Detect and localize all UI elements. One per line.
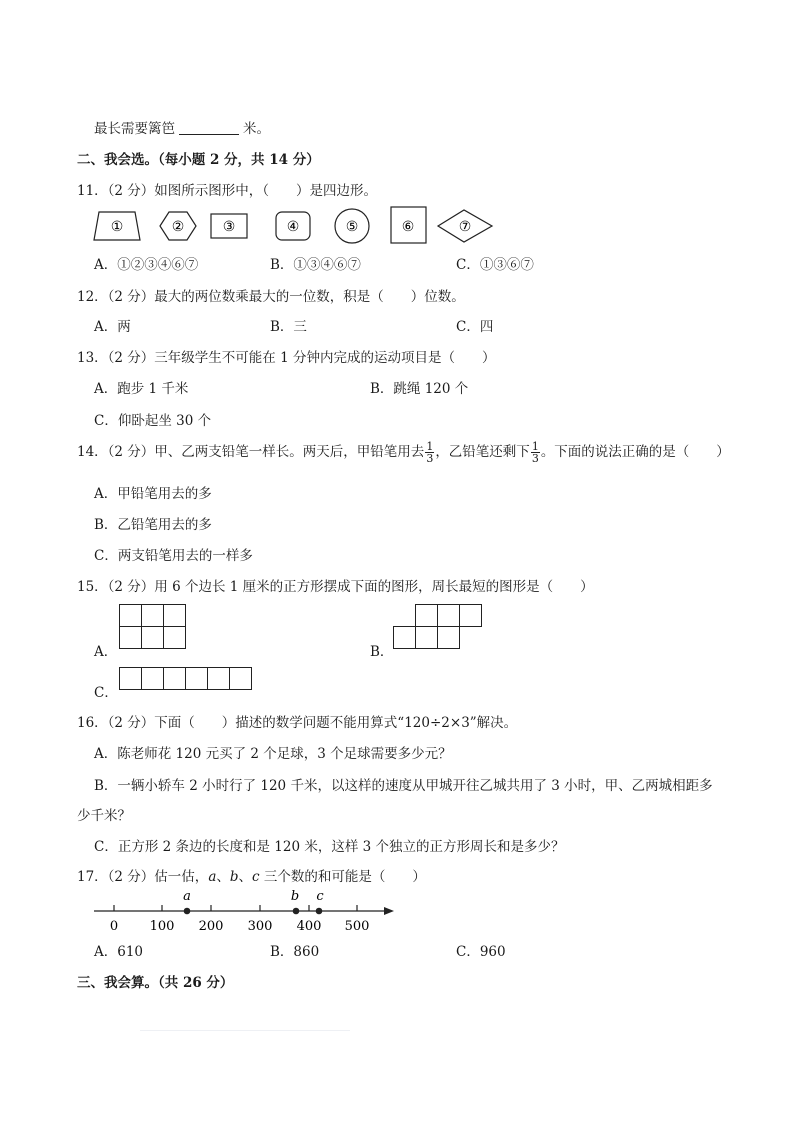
fence-unit: 米。 bbox=[243, 121, 270, 137]
q14-stem-part1: 14．（2 分）甲、乙两支铅笔一样长。两天后，甲铅笔用去 bbox=[77, 444, 425, 460]
q14-stem-part2: ，乙铅笔还剩下 bbox=[435, 444, 530, 460]
q12-stem: 12．（2 分）最大的两位数乘最大的一位数，积是（ ）位数。 bbox=[77, 289, 465, 305]
shape-label-1: ① bbox=[110, 219, 124, 235]
q11-option-a[interactable]: A．①②③④⑥⑦ bbox=[94, 257, 199, 273]
divider bbox=[140, 1030, 350, 1031]
q11-stem: 11．（2 分）如图所示图形中，（ ）是四边形。 bbox=[77, 183, 378, 199]
point-b bbox=[293, 908, 300, 915]
q12-option-c[interactable]: C．四 bbox=[456, 319, 494, 335]
point-c bbox=[316, 908, 323, 915]
q17-option-a[interactable]: A．610 bbox=[94, 944, 144, 960]
section2-title: 二、我会选。（每小题 2 分，共 14 分） bbox=[77, 152, 320, 168]
tick-200: 200 bbox=[198, 919, 224, 934]
q13-option-c[interactable]: C．仰卧起坐 30 个 bbox=[94, 413, 212, 429]
q17-option-c[interactable]: C．960 bbox=[456, 944, 506, 960]
tick-400: 400 bbox=[296, 919, 322, 934]
point-b-label: b bbox=[290, 889, 300, 904]
fraction-one-third-2: $\frac{1}{3}$ bbox=[531, 440, 539, 465]
answer-blank[interactable] bbox=[179, 120, 239, 135]
q13-stem: 13．（2 分）三年级学生不可能在 1 分钟内完成的运动项目是（ ） bbox=[77, 350, 496, 366]
q14-stem-part3: 。下面的说法正确的是（ ） bbox=[540, 444, 730, 460]
q16-option-a[interactable]: A．陈老师花 120 元买了 2 个足球，3 个足球需要多少元？ bbox=[94, 746, 452, 762]
q11-shapes bbox=[90, 204, 520, 248]
q13-option-b[interactable]: B．跳绳 120 个 bbox=[370, 381, 469, 397]
shape-label-2: ② bbox=[171, 219, 185, 235]
fence-text: 最长需要篱笆 bbox=[94, 121, 175, 137]
q11-option-b[interactable]: B．①③④⑥⑦ bbox=[270, 257, 361, 273]
tick-0: 0 bbox=[109, 919, 119, 934]
q12-option-b[interactable]: B．三 bbox=[270, 319, 307, 335]
q16-option-c[interactable]: C．正方形 2 条边的长度和是 120 米，这样 3 个独立的正方形周长和是多少？ bbox=[94, 839, 565, 855]
tick-100: 100 bbox=[149, 919, 175, 934]
q15-stem: 15．（2 分）用 6 个边长 1 厘米的正方形摆成下面的图形，周长最短的图形是（ ） bbox=[77, 579, 594, 595]
shape-label-4: ④ bbox=[286, 219, 300, 235]
section3-title: 三、我会算。（共 26 分） bbox=[77, 975, 234, 991]
tick-500: 500 bbox=[344, 919, 370, 934]
q16-option-b-cont: 少千米？ bbox=[77, 808, 131, 824]
fraction-one-third-1: $\frac{1}{3}$ bbox=[426, 440, 434, 465]
q16-stem: 16．（2 分）下面（ ）描述的数学问题不能用算式“120÷2×3”解决。 bbox=[77, 715, 518, 731]
q14-option-a[interactable]: A．甲铅笔用去的多 bbox=[94, 486, 212, 502]
q15-option-a-label[interactable]: A． bbox=[94, 644, 118, 660]
q15-option-b-label[interactable]: B． bbox=[370, 644, 394, 660]
q13-option-a[interactable]: A．跑步 1 千米 bbox=[94, 381, 189, 397]
q14-stem bbox=[77, 440, 730, 464]
q17-stem: 17．（2 分）估一估，a、b、c 三个数的和可能是（ ） bbox=[77, 869, 426, 885]
q17-option-b[interactable]: B．860 bbox=[270, 944, 320, 960]
tick-300: 300 bbox=[247, 919, 273, 934]
q14-option-c[interactable]: C．两支铅笔用去的一样多 bbox=[94, 548, 253, 564]
point-a bbox=[184, 908, 191, 915]
q12-option-a[interactable]: A．两 bbox=[94, 319, 131, 335]
shape-label-3: ③ bbox=[222, 219, 236, 235]
q14-option-b[interactable]: B．乙铅笔用去的多 bbox=[94, 517, 212, 533]
point-a-label: a bbox=[183, 889, 191, 904]
q15-option-c-label[interactable]: C． bbox=[94, 685, 118, 701]
number-line bbox=[90, 886, 410, 936]
q11-option-c[interactable]: C．①③⑥⑦ bbox=[456, 257, 534, 273]
fence-question-tail bbox=[94, 117, 270, 137]
point-c-label: c bbox=[316, 889, 324, 904]
shape-label-6: ⑥ bbox=[401, 219, 415, 235]
q16-option-b[interactable]: B．一辆小轿车 2 小时行了 120 千米，以这样的速度从甲城开往乙城共用了 3 小时，甲、乙两城相距多 bbox=[94, 778, 713, 794]
shape-label-5: ⑤ bbox=[345, 219, 359, 235]
shape-label-7: ⑦ bbox=[458, 219, 472, 235]
